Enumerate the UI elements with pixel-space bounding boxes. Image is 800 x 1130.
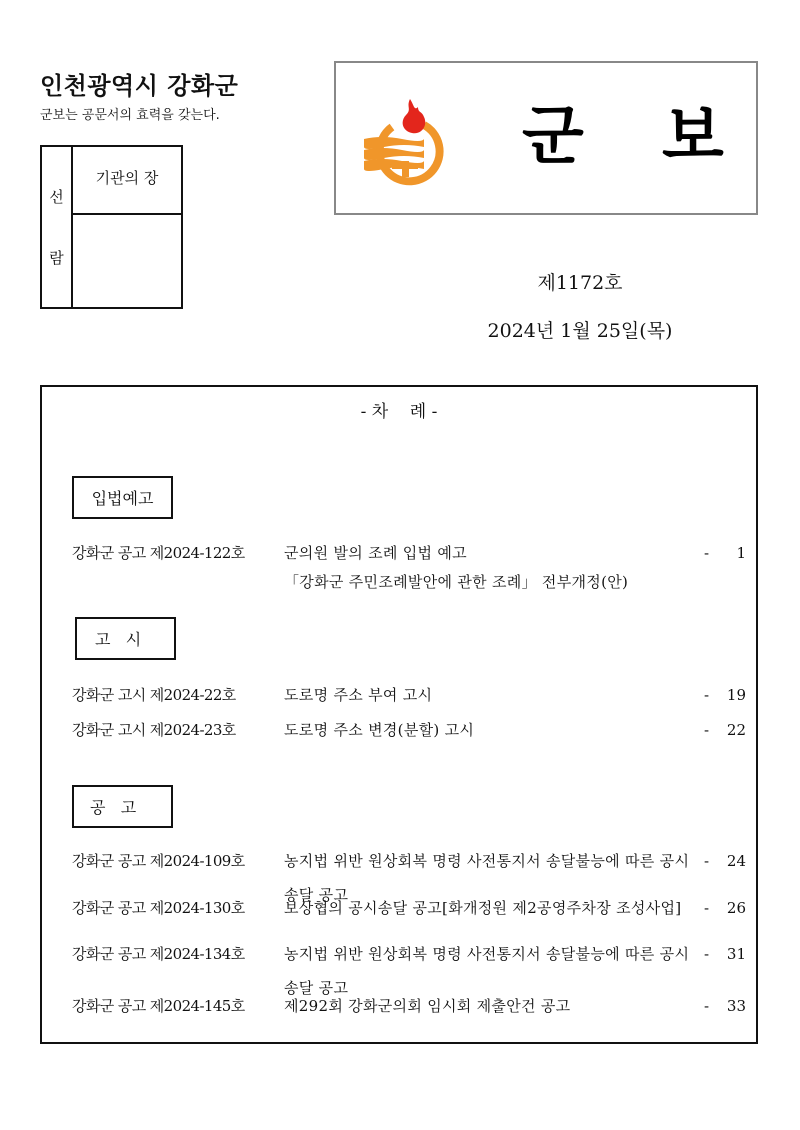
entry-leader: - (704, 899, 710, 917)
entry-reference: 강화군 고시 제2024-23호 (72, 721, 236, 739)
entry-leader: - (704, 852, 710, 870)
review-head-label: 기관의 장 (73, 147, 181, 215)
entry-reference: 강화군 고시 제2024-22호 (72, 686, 236, 704)
organization-title: 인천광역시 강화군 (40, 72, 239, 100)
toc-title: - 차 례 - (360, 402, 438, 422)
entry-page: 33 (726, 997, 746, 1015)
entry-page: 31 (726, 945, 746, 963)
entry-page: 19 (726, 686, 746, 704)
entry-title: 농지법 위반 원상회복 명령 사전통지서 송달불능에 따른 공시송달 공고 (284, 945, 690, 997)
review-side-label-bottom: 람 (49, 249, 64, 267)
section-label-legislative-notice: 입법예고 (72, 476, 173, 519)
entry-title-line1: 군의원 발의 조례 입법 예고 (284, 544, 467, 562)
organization-subtitle: 군보는 공문서의 효력을 갖는다. (40, 108, 220, 123)
entry-reference: 강화군 공고 제2024-109호 (72, 852, 245, 870)
masthead-title-char-2: 보 (662, 100, 724, 174)
entry-page: 22 (726, 721, 746, 739)
entry-leader: - (704, 997, 710, 1015)
review-approval-box (40, 145, 183, 309)
entry-leader: - (704, 945, 710, 963)
entry-reference: 강화군 공고 제2024-145호 (72, 997, 245, 1015)
entry-page: 24 (726, 852, 746, 870)
review-side-label-top: 선 (49, 188, 64, 206)
entry-leader: - (704, 686, 710, 704)
section-label-announcement: 공 고 (72, 785, 173, 828)
entry-title-line2: 「강화군 주민조례발안에 관한 조례」 전부개정(안) (284, 573, 629, 591)
gangwha-county-emblem-icon (362, 95, 448, 189)
masthead (334, 61, 758, 215)
entry-reference: 강화군 공고 제2024-130호 (72, 899, 245, 917)
entry-page: 26 (726, 899, 746, 917)
entry-leader: - (704, 544, 710, 562)
entry-title: 보상협의 공시송달 공고[화개정원 제2공영주차장 조성사업] (284, 899, 682, 917)
issue-date: 2024년 1월 25일(목) (487, 320, 673, 342)
entry-title: 도로명 주소 변경(분할) 고시 (284, 721, 475, 739)
review-side-column (42, 147, 73, 307)
table-of-contents (40, 385, 758, 1044)
issue-number: 제1172호 (537, 272, 623, 294)
entry-title: 도로명 주소 부여 고시 (284, 686, 433, 704)
entry-title: 농지법 위반 원상회복 명령 사전통지서 송달불능에 따른 공시송달 공고 (284, 852, 690, 904)
entry-leader: - (704, 721, 710, 739)
masthead-title-char-1: 군 (522, 100, 584, 174)
review-signature-area (73, 217, 181, 307)
entry-title: 제292회 강화군의회 임시회 제출안건 공고 (284, 997, 571, 1015)
entry-reference: 강화군 공고 제2024-122호 (72, 544, 245, 562)
entry-page: 1 (736, 544, 746, 562)
entry-reference: 강화군 공고 제2024-134호 (72, 945, 245, 963)
section-label-public-notice: 고 시 (75, 617, 176, 660)
